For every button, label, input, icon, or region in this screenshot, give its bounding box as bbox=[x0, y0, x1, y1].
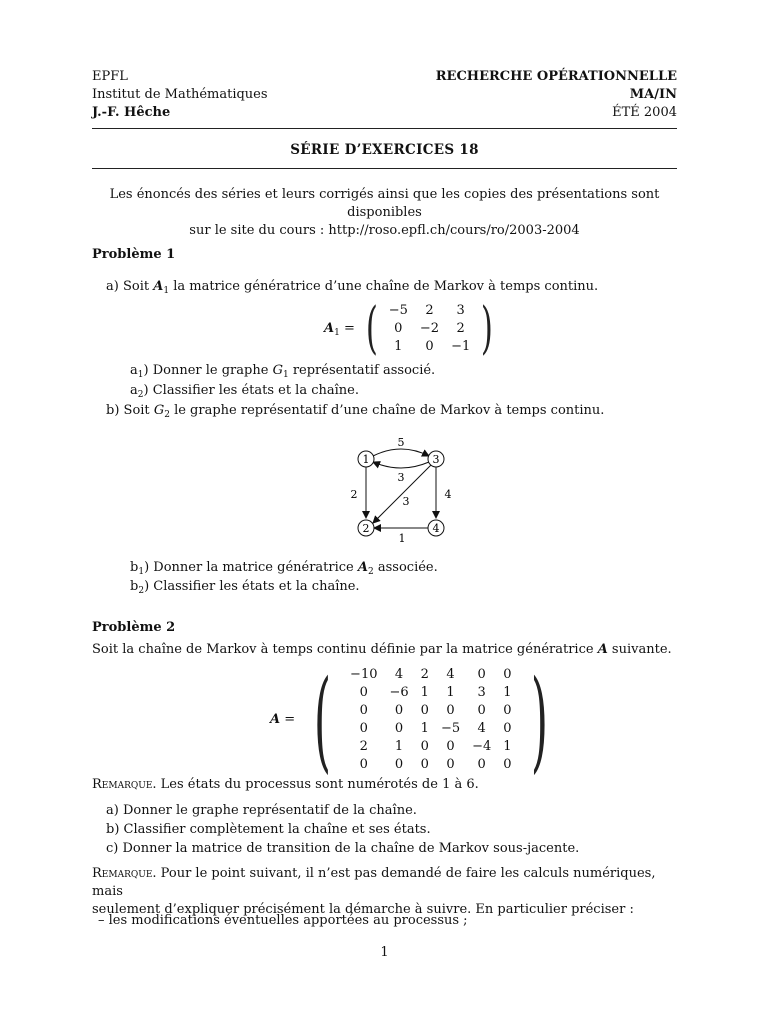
edge-3-1 bbox=[373, 462, 429, 468]
matrix-a-cell: −10 bbox=[350, 667, 378, 682]
remark-1: Remarque. Les états du processus sont numérotés de 1 à 6. bbox=[92, 777, 479, 792]
graph-g2 bbox=[342, 432, 462, 544]
right-paren-icon: ) bbox=[481, 296, 494, 361]
matrix-a-cell: −4 bbox=[472, 739, 492, 754]
matrix-a-cell: 0 bbox=[359, 703, 368, 718]
matrix-a-cell: 0 bbox=[477, 757, 486, 772]
matrix-a1-cell: 3 bbox=[456, 303, 465, 318]
matrix-a1-cell: 0 bbox=[394, 321, 403, 336]
matrix-a1-cell: 2 bbox=[456, 321, 465, 336]
matrix-a-cell: 1 bbox=[420, 721, 429, 736]
edge-label-1-3: 5 bbox=[397, 436, 405, 449]
problem-2-item-c: c) Donner la matrice de transition de la chaîne de Markov sous-jacente. bbox=[106, 841, 580, 856]
matrix-a-cell: 1 bbox=[503, 685, 512, 700]
matrix-a-cell: −5 bbox=[440, 721, 461, 736]
matrix-a-row bbox=[344, 666, 518, 684]
document-header bbox=[92, 68, 677, 122]
node-label-1: 1 bbox=[362, 453, 370, 466]
matrix-a-cell: 0 bbox=[359, 685, 368, 700]
matrix-a-row bbox=[344, 756, 518, 774]
matrix-a-cell: 0 bbox=[503, 757, 512, 772]
matrix-a-cell: 0 bbox=[420, 757, 429, 772]
problem-1-item-a: a) Soit $A_1$ la matrice génératrice d’une chaîne de Markov à temps continu. bbox=[106, 279, 599, 296]
problem-2-item-b: b) Classifier complètement la chaîne et ses états. bbox=[106, 822, 431, 837]
header-semester: ÉTÉ 2004 bbox=[612, 105, 677, 120]
header-rule bbox=[92, 128, 677, 129]
edge-label-4-2: 1 bbox=[398, 532, 406, 544]
matrix-a-cell: 0 bbox=[477, 667, 486, 682]
matrix-a1-row bbox=[383, 338, 477, 356]
matrix-a1-row bbox=[383, 302, 477, 320]
header-author: J.-F. Hêche bbox=[92, 105, 171, 120]
matrix-a1-cell: −1 bbox=[451, 339, 471, 354]
edge-label-3-2: 3 bbox=[402, 495, 410, 508]
edge-label-3-4: 4 bbox=[444, 488, 452, 501]
matrix-a-row bbox=[344, 720, 518, 738]
problem-2-item-a: a) Donner le graphe représentatif de la chaîne. bbox=[106, 803, 417, 818]
intro-line-2: sur le site du cours : http://roso.epfl.ch/cours/ro/2003-2004 bbox=[189, 223, 580, 238]
node-label-4: 4 bbox=[432, 522, 440, 535]
matrix-a1-row bbox=[383, 320, 477, 338]
matrix-a-cell: 4 bbox=[446, 667, 455, 682]
matrix-a-cell: 1 bbox=[420, 685, 429, 700]
problem-2-intro: Soit la chaîne de Markov à temps continu définie par la matrice génératrice A suivante. bbox=[92, 642, 672, 657]
matrix-a-cell: 4 bbox=[477, 721, 486, 736]
matrix-a-cell: 0 bbox=[420, 703, 429, 718]
matrix-a-row bbox=[344, 684, 518, 702]
matrix-a: A = ( −10 4 2 4 0 0 0 −6 1 1 3 1 0 0 0 0 0 0 0 0 1 −5 4 0 2 1 0 0 −4 1 0 0 0 0 0 0 ) bbox=[270, 656, 548, 784]
problem-1-item-a1: $a_1$) Donner le graphe $G_1$ représentatif associé. bbox=[130, 363, 436, 380]
edge-label-1-2: 2 bbox=[350, 488, 358, 501]
matrix-a-cell: 0 bbox=[477, 703, 486, 718]
matrix-a-cell: 0 bbox=[394, 757, 404, 772]
matrix-a-cell: 0 bbox=[394, 703, 404, 718]
header-department: Institut de Mathématiques bbox=[92, 87, 268, 102]
matrix-a1-cell: −2 bbox=[419, 321, 440, 336]
matrix-a1-table bbox=[383, 302, 477, 356]
matrix-a-cell: 1 bbox=[446, 685, 455, 700]
title-rule bbox=[92, 168, 677, 169]
bullet-item-1: – les modifications éventuelles apportées au processus ; bbox=[98, 913, 468, 928]
problem-1-item-b2: $b_2$) Classifier les états et la chaîne. bbox=[130, 579, 360, 596]
series-title: SÉRIE D’EXERCICES 18 bbox=[290, 142, 479, 158]
problem-2-title: Problème 2 bbox=[92, 620, 176, 635]
matrix-a-cell: 0 bbox=[446, 703, 455, 718]
node-label-2: 2 bbox=[362, 522, 370, 535]
header-institution: EPFL bbox=[92, 69, 128, 84]
node-label-3: 3 bbox=[432, 453, 440, 466]
matrix-a-row bbox=[344, 702, 518, 720]
matrix-a-cell: 3 bbox=[477, 685, 486, 700]
matrix-a1-cell: 2 bbox=[425, 303, 434, 318]
edge-label-3-1: 3 bbox=[397, 471, 405, 484]
matrix-a-cell: 2 bbox=[420, 667, 429, 682]
matrix-a-table bbox=[344, 666, 518, 774]
matrix-a1-cell: 1 bbox=[394, 339, 403, 354]
problem-1-item-b1: $b_1$) Donner la matrice génératrice $A_2$ associée. bbox=[130, 560, 438, 577]
header-section: MA/IN bbox=[629, 87, 677, 102]
edge-1-3 bbox=[373, 449, 429, 456]
left-paren-icon: ( bbox=[365, 296, 378, 361]
right-paren-icon: ) bbox=[530, 656, 548, 784]
left-paren-icon: ( bbox=[314, 656, 332, 784]
problem-1-item-b: b) Soit $G_2$ le graphe représentatif d’une chaîne de Markov à temps continu. bbox=[106, 403, 605, 420]
matrix-a-cell: 0 bbox=[503, 703, 512, 718]
matrix-a-cell: 4 bbox=[394, 667, 404, 682]
matrix-a-cell: 0 bbox=[503, 721, 512, 736]
matrix-a1: $A_1$ = ( −5 2 3 0 −2 2 1 0 −1 ) bbox=[324, 296, 494, 361]
matrix-a-cell: 2 bbox=[359, 739, 368, 754]
matrix-a-cell: 0 bbox=[359, 757, 368, 772]
matrix-a-cell: 1 bbox=[394, 739, 404, 754]
matrix-a-cell: 0 bbox=[394, 721, 404, 736]
matrix-a-cell: 0 bbox=[420, 739, 429, 754]
matrix-a1-cell: 0 bbox=[425, 339, 434, 354]
matrix-a-cell: 0 bbox=[503, 667, 512, 682]
remark-2: Remarque. Pour le point suivant, il n’est pas demandé de faire les calculs numériques, mais seulement d’expliquer précisément la démarche à suivre. En particulier préciser : bbox=[92, 866, 656, 917]
matrix-a-cell: 0 bbox=[446, 739, 455, 754]
page-number: 1 bbox=[380, 945, 389, 960]
header-course-title: RECHERCHE OPÉRATIONNELLE bbox=[435, 69, 677, 84]
intro-paragraph bbox=[92, 186, 677, 240]
matrix-a-cell: 1 bbox=[503, 739, 512, 754]
intro-line-1: Les énoncés des séries et leurs corrigés ainsi que les copies des présentations sont disponibles bbox=[109, 187, 660, 220]
problem-1-title: Problème 1 bbox=[92, 247, 176, 262]
problem-1-item-a2: $a_2$) Classifier les états et la chaîne. bbox=[130, 383, 359, 400]
matrix-a-cell: 0 bbox=[446, 757, 455, 772]
matrix-a-row bbox=[344, 738, 518, 756]
matrix-a-cell: −6 bbox=[389, 685, 409, 700]
matrix-a1-cell: −5 bbox=[388, 303, 408, 318]
matrix-a-cell: 0 bbox=[359, 721, 368, 736]
